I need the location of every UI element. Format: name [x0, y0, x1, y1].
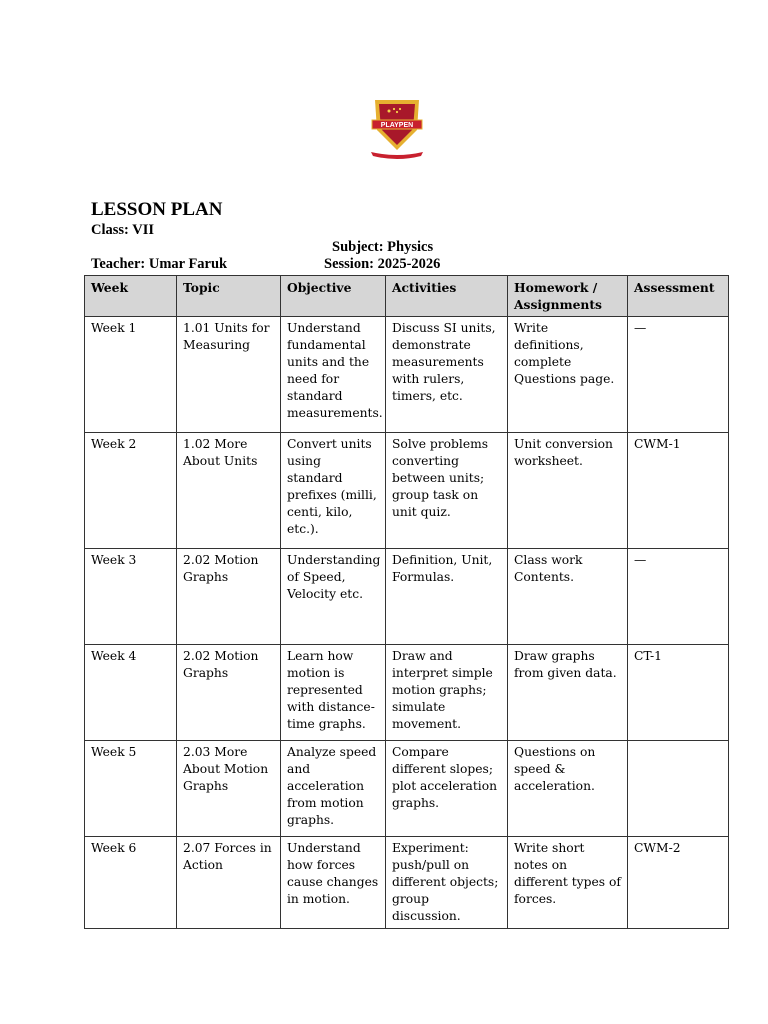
objective-cell: Understanding of Speed, Velocity etc. — [281, 549, 386, 645]
assessment-cell: CT-1 — [628, 645, 729, 741]
objective-cell: Analyze speed and acceleration from motion graphs. — [281, 741, 386, 837]
table-row — [85, 741, 729, 837]
week-cell: Week 3 — [85, 549, 177, 645]
table-row — [85, 433, 729, 549]
table-header-row — [85, 276, 729, 317]
column-header-activities: Activities — [386, 276, 508, 317]
table-row — [85, 549, 729, 645]
column-header-week: Week — [85, 276, 177, 317]
table-row — [85, 645, 729, 741]
topic-cell: 2.07 Forces in Action — [177, 837, 281, 929]
homework-cell: Draw graphs from given data. — [508, 645, 628, 741]
topic-cell: 2.03 More About Motion Graphs — [177, 741, 281, 837]
homework-cell: Questions on speed & acceleration. — [508, 741, 628, 837]
teacher-label: Teacher: Umar Faruk — [91, 256, 228, 272]
week-cell: Week 6 — [85, 837, 177, 929]
column-header-objective: Objective — [281, 276, 386, 317]
topic-cell: 1.01 Units for Measuring — [177, 317, 281, 433]
table-row — [85, 317, 729, 433]
topic-cell: 2.02 Motion Graphs — [177, 645, 281, 741]
objective-cell: Understand how forces cause changes in motion. — [281, 837, 386, 929]
objective-cell: Learn how motion is represented with distance-time graphs. — [281, 645, 386, 741]
activities-cell: Compare different slopes; plot acceleration graphs. — [386, 741, 508, 837]
school-logo — [367, 96, 427, 160]
homework-cell: Class work Contents. — [508, 549, 628, 645]
homework-cell: Unit conversion worksheet. — [508, 433, 628, 549]
week-cell: Week 2 — [85, 433, 177, 549]
class-label: Class: VII — [91, 222, 154, 238]
week-cell: Week 4 — [85, 645, 177, 741]
homework-cell: Write short notes on different types of forces. — [508, 837, 628, 929]
week-cell: Week 1 — [85, 317, 177, 433]
page-title: LESSON PLAN — [91, 199, 223, 220]
topic-cell: 2.02 Motion Graphs — [177, 549, 281, 645]
column-header-topic: Topic — [177, 276, 281, 317]
table-row — [85, 837, 729, 929]
week-cell: Week 5 — [85, 741, 177, 837]
activities-cell: Experiment: push/pull on different objects; group discussion. — [386, 837, 508, 929]
logo-text: PLAYPEN — [380, 122, 414, 129]
assessment-cell: — — [628, 317, 729, 433]
column-header-assessment: Assessment — [628, 276, 729, 317]
topic-cell: 1.02 More About Units — [177, 433, 281, 549]
lesson-plan-table — [84, 275, 729, 929]
activities-cell: Draw and interpret simple motion graphs; simulate movement. — [386, 645, 508, 741]
activities-cell: Solve problems converting between units; group task on unit quiz. — [386, 433, 508, 549]
assessment-cell: — — [628, 549, 729, 645]
assessment-cell: CWM-1 — [628, 433, 729, 549]
activities-cell: Definition, Unit, Formulas. — [386, 549, 508, 645]
assessment-cell: CWM-2 — [628, 837, 729, 929]
activities-cell: Discuss SI units, demonstrate measurements with rulers, timers, etc. — [386, 317, 508, 433]
homework-cell: Write definitions, complete Questions page. — [508, 317, 628, 433]
objective-cell: Convert units using standard prefixes (milli, centi, kilo, etc.). — [281, 433, 386, 549]
session-label: Session: 2025-2026 — [324, 256, 441, 272]
objective-cell: Understand fundamental units and the need for standard measurements. — [281, 317, 386, 433]
assessment-cell — [628, 741, 729, 837]
subject-label: Subject: Physics — [332, 239, 434, 255]
column-header-homework: Homework / Assignments — [508, 276, 628, 317]
